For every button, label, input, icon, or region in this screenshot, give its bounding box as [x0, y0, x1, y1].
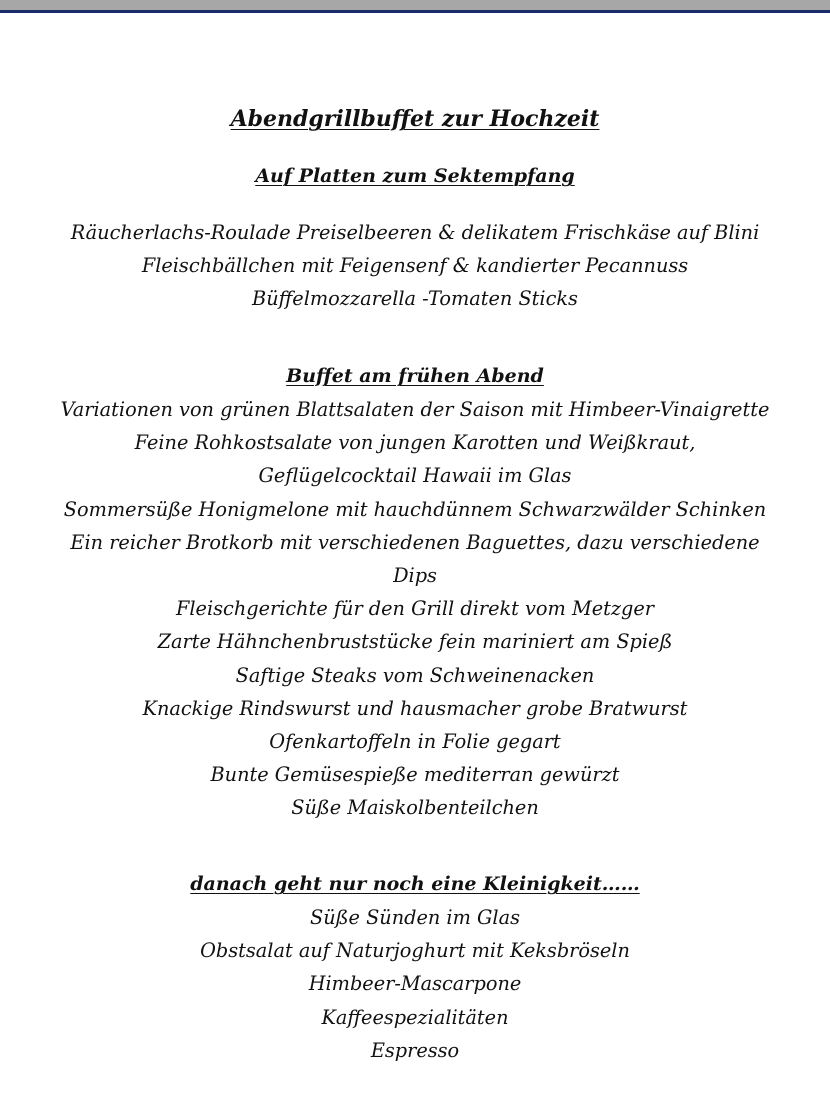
menu-item: Süße Maiskolbenteilchen	[291, 796, 539, 820]
section-buffet	[0, 360, 830, 825]
menu-item: Sommersüße Honigmelone mit hauchdünnem Schwarzwälder Schinken	[63, 497, 767, 521]
section-dessert	[0, 868, 830, 1067]
menu-item: Kaffeespezialitäten	[321, 1005, 509, 1029]
menu-item-list	[0, 216, 830, 316]
menu-item: Fleischbällchen mit Feigensenf & kandierter Pecannuss	[141, 254, 689, 278]
menu-item-list	[0, 901, 830, 1067]
menu-item: Ein reicher Brotkorb mit verschiedenen Baguettes, dazu verschiedene	[70, 530, 760, 554]
menu-item: Ofenkartoffeln in Folie gegart	[269, 730, 561, 754]
menu-item: Bunte Gemüsespieße mediterran gewürzt	[210, 763, 620, 787]
menu-item: Obstsalat auf Naturjoghurt mit Keksbröseln	[200, 939, 630, 963]
menu-item: Variationen von grünen Blattsalaten der Saison mit Himbeer-Vinaigrette	[60, 398, 770, 421]
menu-title: Abendgrillbuffet zur Hochzeit	[230, 106, 600, 132]
menu-item: Zarte Hähnchenbruststücke fein mariniert am Spieß	[157, 630, 673, 654]
section-heading: Buffet am frühen Abend	[286, 365, 544, 387]
menu-item: Geflügelcocktail Hawaii im Glas	[258, 464, 572, 488]
top-border	[0, 0, 830, 13]
menu-item: Süße Sünden im Glas	[310, 906, 520, 929]
section-sektempfang-items	[0, 216, 830, 316]
menu-item: Saftige Steaks vom Schweinenacken	[235, 663, 595, 687]
menu-item: Räucherlachs-Roulade Preiselbeeren & delikatem Frischkäse auf Blini	[70, 221, 760, 244]
menu-item: Knackige Rindswurst und hausmacher grobe Bratwurst	[142, 696, 688, 720]
menu-item: Fleischgerichte für den Grill direkt vom Metzger	[176, 597, 654, 621]
menu-item: Espresso	[370, 1038, 460, 1062]
menu-item: Himbeer-Mascarpone	[308, 972, 522, 996]
menu-item: Feine Rohkostsalate von jungen Karotten und Weißkraut,	[134, 431, 696, 455]
menu-item: Büffelmozzarella -Tomaten Sticks	[252, 287, 578, 311]
section-sektempfang	[0, 160, 830, 193]
section-heading: danach geht nur noch eine Kleinigkeit……	[190, 873, 640, 895]
menu-item-list	[0, 393, 830, 825]
menu-item: Dips	[393, 564, 437, 588]
section-heading: Auf Platten zum Sektempfang	[255, 165, 575, 187]
